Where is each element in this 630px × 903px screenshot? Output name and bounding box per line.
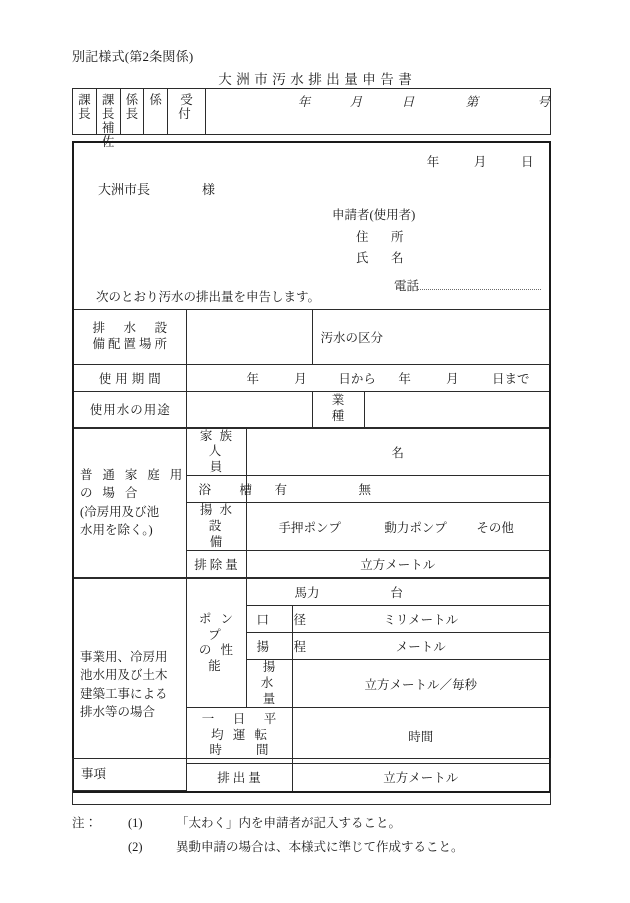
approval-label-section-chief: 課長 (78, 93, 91, 121)
industry-type-label (312, 391, 364, 427)
approval-label-clerk: 係 (149, 93, 162, 107)
business-discharge-label: 排出量 (186, 764, 292, 791)
drain-location-table (74, 310, 550, 428)
remarks-box[interactable] (72, 758, 551, 805)
household-category-line1: 普 通 家 庭 用 (80, 467, 186, 482)
bathtub-options[interactable] (246, 476, 549, 503)
approval-label-subsection-chief: 係長 (125, 93, 139, 121)
applicant-label: 申請者(使用者) (332, 208, 416, 222)
approval-strip (72, 88, 551, 149)
bore-diameter-value[interactable] (292, 606, 549, 633)
family-members-label (186, 428, 246, 476)
business-category-line2: 池水用及び土木 (80, 668, 168, 683)
household-discharge-label: 排除量 (186, 551, 246, 578)
applicant-block (332, 205, 419, 297)
approval-label-deputy-chief-line2: 補佐 (101, 121, 115, 149)
head-lift-label: 揚 程 (246, 633, 292, 660)
business-category-line3: 建築工事による (80, 686, 168, 701)
form-code: 別記様式(第2条関係) (72, 49, 194, 64)
bore-diameter-unit: ミリメートル (383, 613, 459, 628)
applicant-section (74, 143, 549, 310)
table-row-horsepower (74, 579, 549, 606)
average-hours-unit: 時間 (408, 729, 434, 744)
bathtub-option-yes[interactable]: 有 (274, 483, 288, 498)
family-members-label-line2: 員 (209, 459, 225, 474)
table-row-drain-location (74, 310, 549, 364)
business-discharge-unit: 立方メートル (383, 771, 459, 786)
bathtub-option-no[interactable]: 無 (358, 483, 372, 498)
family-members-value[interactable] (246, 428, 549, 476)
drain-location-label-line2: 備配置場所 (92, 336, 170, 351)
period-year-to: 年 (398, 371, 411, 386)
footnote-row-1 (72, 812, 551, 836)
water-use-value[interactable] (186, 391, 312, 427)
table-row-usage-period (74, 364, 549, 391)
addressee (98, 179, 215, 198)
declaration-text: 次のとおり汚水の排出量を申告します。 (96, 290, 321, 304)
approval-cell-deputy-chief[interactable] (97, 89, 121, 149)
average-hours-label-line2: 均 運 転 (211, 727, 270, 742)
submission-date[interactable] (427, 152, 537, 170)
receipt-month-label: 月 (349, 95, 363, 109)
pumping-volume-value[interactable] (292, 660, 549, 708)
bore-diameter-label: 口 径 (246, 606, 292, 633)
water-use-label: 使用水の用途 (74, 391, 186, 427)
drain-location-value[interactable] (186, 310, 312, 364)
family-members-unit: 名 (391, 445, 404, 460)
footnote-row-2 (72, 836, 551, 860)
pump-equipment-label (186, 503, 246, 551)
period-month-to: 月 (446, 371, 459, 386)
sewage-category-cell[interactable] (312, 310, 549, 364)
family-members-label-line1: 家 族 人 (199, 428, 235, 459)
average-hours-label-line1: 一 日 平 (201, 712, 280, 727)
period-day-to: 日まで (492, 371, 530, 386)
industry-type-value[interactable] (364, 391, 549, 427)
applicant-tel-rule (417, 289, 541, 290)
footnote-prefix: 注： (72, 816, 98, 830)
footnote-text-2: 異動申請の場合は、本様式に準じて作成すること。 (176, 839, 464, 854)
pump-performance-label-line1: ポ ン プ (198, 611, 237, 642)
footnote-number-2: (2) (128, 839, 143, 854)
household-category-line4: 水用を除く。) (80, 523, 153, 538)
receipt-day-label: 日 (401, 95, 415, 109)
pumping-volume-unit: 立方メートル／毎秒 (364, 677, 477, 692)
pumping-volume-label-line2: 量 (262, 691, 280, 706)
document-title: 大洲市汚水排出量申告書 (218, 72, 417, 87)
approval-label-reception: 受 付 (178, 93, 214, 121)
usage-period-label: 使用期間 (74, 364, 186, 391)
drain-location-label (74, 310, 186, 364)
remarks-label: 事項 (81, 767, 107, 781)
pump-equipment-options[interactable] (246, 503, 549, 551)
approval-cell-receipt-number[interactable] (206, 89, 550, 134)
period-year-from: 年 (246, 371, 260, 386)
household-category-label (74, 428, 186, 578)
household-category-line3: (冷房用及び池 (80, 504, 160, 519)
industry-type-label-line2: 種 (331, 409, 345, 423)
approval-label-deputy-chief-line1: 課長 (101, 93, 115, 121)
footnotes (72, 812, 551, 860)
applicant-address-label[interactable]: 住 所 (356, 229, 409, 244)
approval-cell-reception[interactable] (168, 89, 214, 134)
business-category-line1: 事業用、冷房用 (80, 649, 168, 664)
receipt-number-unit: 号 (537, 95, 551, 109)
industry-type-label-line1: 業 (331, 393, 345, 408)
household-discharge-value[interactable] (246, 551, 549, 578)
approval-cell-section-chief[interactable] (73, 89, 97, 134)
submission-day-label: 日 (521, 155, 534, 169)
pump-performance-label (186, 579, 246, 708)
period-day-from: 日から (338, 371, 376, 386)
average-hours-label (186, 708, 292, 764)
submission-year-label: 年 (426, 155, 440, 169)
bathtub-label: 浴 槽 (186, 476, 246, 503)
sewage-category-label: 汚水の区分 (320, 330, 384, 345)
submission-month-label: 月 (473, 155, 487, 169)
pumping-volume-label (246, 660, 296, 708)
applicant-tel-label[interactable]: 電話 (394, 278, 420, 293)
addressee-honorific: 様 (202, 182, 216, 197)
pump-option-hand[interactable]: 手押ポンプ (278, 520, 342, 535)
addressee-mayor: 大洲市長 (98, 182, 151, 197)
main-form-box (72, 141, 551, 793)
head-lift-unit: メートル (395, 640, 446, 655)
pump-equipment-label-line1: 揚 水 設 (199, 503, 235, 533)
pump-option-power[interactable]: 動力ポンプ (384, 520, 447, 535)
pump-performance-label-line2: の 性 能 (198, 643, 237, 673)
horsepower-label: 馬力 (294, 586, 320, 601)
pump-equipment-label-line2: 備 (209, 534, 225, 549)
period-month-from: 月 (294, 371, 307, 386)
receipt-number-label: 第 (465, 95, 479, 109)
average-hours-label-line3: 時 間 (209, 743, 272, 758)
approval-cell-subsection-chief[interactable] (121, 89, 145, 134)
pump-option-other[interactable]: その他 (476, 520, 514, 535)
applicant-name-label[interactable]: 氏 名 (356, 251, 409, 265)
pump-units-label: 台 (390, 586, 404, 601)
footnote-text-1: 「太わく」内を申請者が記入すること。 (176, 816, 402, 830)
household-discharge-unit: 立方メートル (360, 558, 436, 573)
drain-location-label-line1: 排 水 設 (92, 321, 170, 336)
usage-period-value[interactable] (186, 364, 549, 391)
business-category-line4: 排水等の場合 (80, 705, 156, 720)
table-row-water-use (74, 391, 549, 427)
footnote-number-1: (1) (128, 816, 143, 830)
household-category-line2: の 場 合 (80, 486, 141, 501)
footnote-spacer (72, 836, 128, 860)
household-section-table (74, 428, 549, 579)
table-row-family-members (74, 428, 549, 476)
pumping-volume-label-line1: 揚 水 (260, 660, 296, 690)
average-hours-value[interactable] (292, 708, 549, 764)
approval-cell-clerk[interactable] (144, 89, 168, 134)
receipt-year-label: 年 (297, 95, 311, 109)
head-lift-value[interactable] (292, 633, 549, 660)
horsepower-row[interactable] (246, 579, 549, 606)
